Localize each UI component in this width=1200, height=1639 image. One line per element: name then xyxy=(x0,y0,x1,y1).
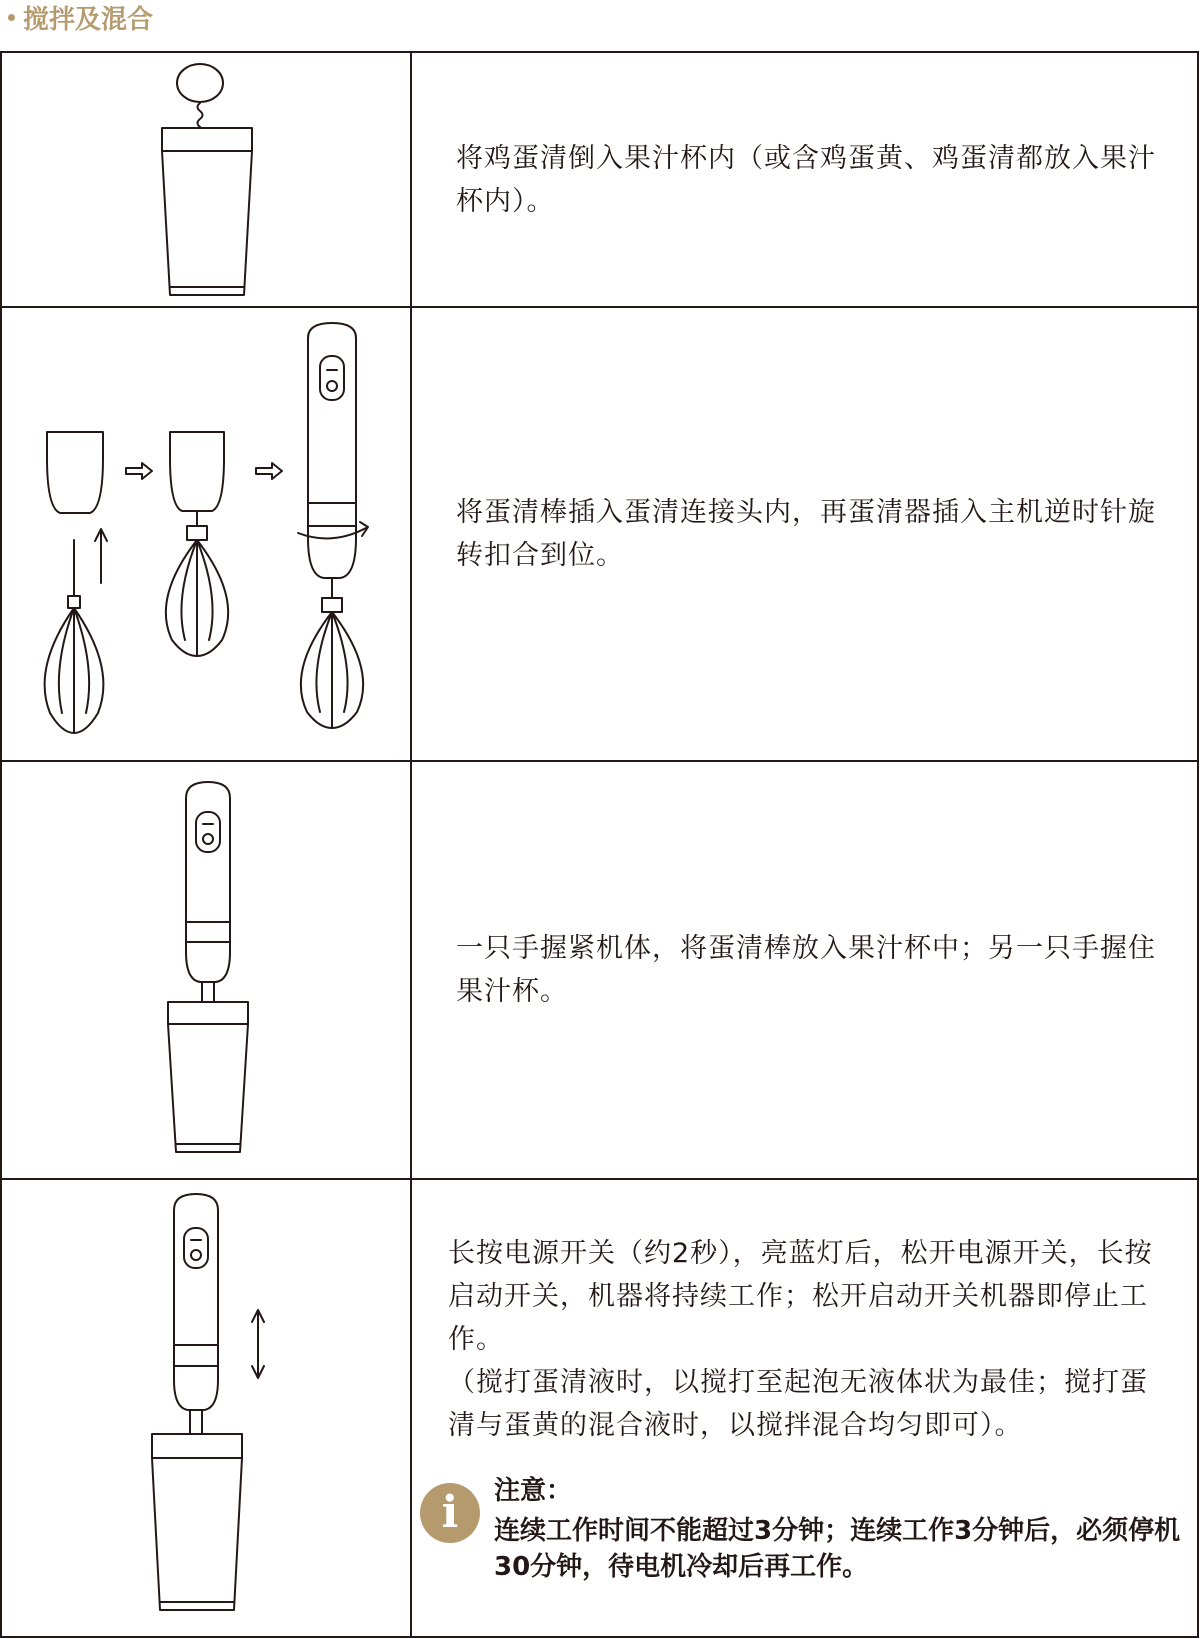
hand-blender-with-whisk-icon xyxy=(298,323,368,728)
note-title: 注意： xyxy=(494,1475,573,1506)
step-2-text-cell xyxy=(411,307,1198,761)
step-3-text-cell xyxy=(411,761,1198,1179)
step-2-illustration xyxy=(1,307,411,761)
assembled-whisk-icon xyxy=(166,432,228,656)
egg-into-cup-illustration xyxy=(2,53,410,306)
step-row-4 xyxy=(1,1179,1198,1637)
step-row-2 xyxy=(1,307,1198,761)
steps-table xyxy=(0,51,1199,1638)
whisk-assembly-illustration xyxy=(2,308,410,760)
juice-cup-icon xyxy=(162,128,252,295)
step-3-text: 一只手握紧机体，将蛋清棒放入果汁杯中；另一只手握住果汁杯。 xyxy=(456,933,1156,1007)
step-1-text: 将鸡蛋清倒入果汁杯内（或含鸡蛋黄、鸡蛋清都放入果汁杯内）。 xyxy=(456,142,1156,217)
power-button-icon xyxy=(320,356,344,400)
step-1-text-cell xyxy=(411,52,1198,307)
section-title xyxy=(8,0,153,34)
egg-icon xyxy=(177,64,223,102)
juice-cup-icon-3 xyxy=(152,1434,242,1610)
step-4-illustration xyxy=(1,1179,411,1637)
right-arrow-icon-2 xyxy=(256,463,282,479)
up-arrow-icon xyxy=(95,529,107,583)
step-4-text-line-1: 长按电源开关（约2秒），亮蓝灯后，松开电源开关，长按启动开关，机器将持续工作；松开启动开关机器即停止工作。 xyxy=(448,1237,1153,1355)
up-down-arrow-icon xyxy=(252,1310,264,1378)
bullet-dot-icon xyxy=(8,14,15,21)
step-3-illustration xyxy=(1,761,411,1179)
step-2-text: 将蛋清棒插入蛋清连接头内，再蛋清器插入主机逆时针旋转扣合到位。 xyxy=(456,497,1156,571)
section-title-text: 搅拌及混合 xyxy=(23,4,154,35)
blend-up-down-illustration xyxy=(2,1180,410,1636)
right-arrow-icon xyxy=(126,463,152,479)
info-icon: i xyxy=(420,1483,480,1543)
step-4-text-cell xyxy=(411,1179,1198,1637)
note-body xyxy=(494,1473,1197,1585)
hand-blender-icon-2 xyxy=(174,1194,218,1410)
power-button-icon-3 xyxy=(184,1228,208,1268)
blender-in-cup-illustration xyxy=(2,762,410,1178)
step-1-illustration xyxy=(1,52,411,307)
note-text: 连续工作时间不能超过3分钟；连续工作3分钟后，必须停机30分钟，待电机冷却后再工作。 xyxy=(494,1515,1181,1582)
step-row-1 xyxy=(1,52,1198,307)
step-4-text-line-2: （搅打蛋清液时，以搅打至起泡无液体状为最佳；搅打蛋清与蛋黄的混合液时，以搅拌混合均匀即可）。 xyxy=(448,1366,1148,1441)
step-row-3 xyxy=(1,761,1198,1179)
whisk-rod-icon xyxy=(45,540,104,733)
note-block xyxy=(412,1473,1197,1585)
power-button-icon-2 xyxy=(196,812,220,852)
whisk-connector-icon xyxy=(47,432,103,513)
